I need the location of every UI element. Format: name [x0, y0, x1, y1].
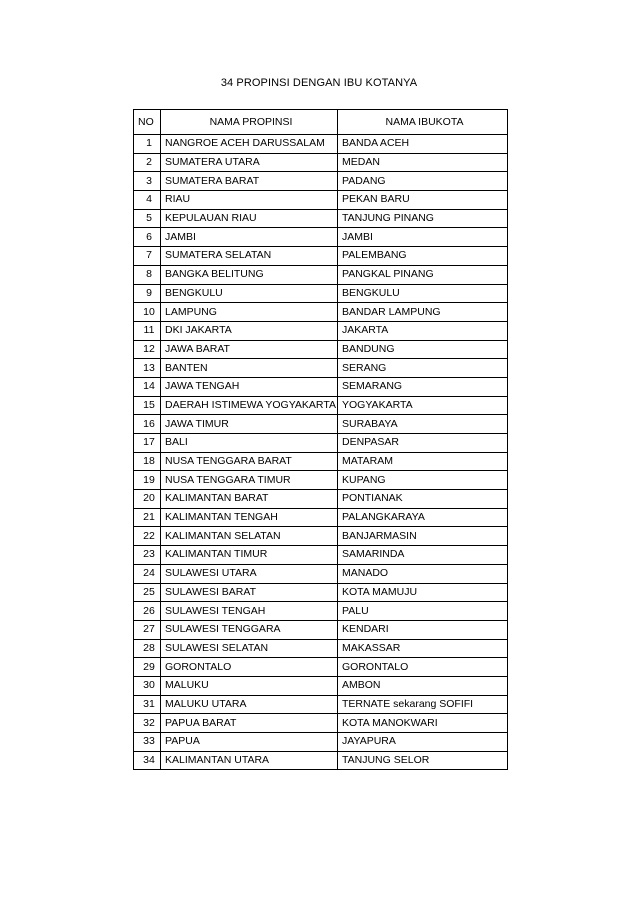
row-number: 23 [134, 546, 161, 565]
row-number: 32 [134, 714, 161, 733]
table-row [134, 714, 508, 733]
province-name: JAMBI [161, 228, 338, 247]
row-number: 9 [134, 284, 161, 303]
province-name: NANGROE ACEH DARUSSALAM [161, 135, 338, 154]
table-row [134, 583, 508, 602]
capital-name: PADANG [338, 172, 508, 191]
row-number: 17 [134, 434, 161, 453]
table-row [134, 658, 508, 677]
row-number: 16 [134, 415, 161, 434]
province-name: BALI [161, 434, 338, 453]
province-name: SULAWESI TENGGARA [161, 620, 338, 639]
row-number: 24 [134, 564, 161, 583]
table-row [134, 527, 508, 546]
capital-name: JAKARTA [338, 321, 508, 340]
table-row [134, 153, 508, 172]
table-row [134, 490, 508, 509]
table-row [134, 564, 508, 583]
province-name: BANTEN [161, 359, 338, 378]
province-name: JAWA TENGAH [161, 377, 338, 396]
province-table [133, 109, 508, 770]
row-number: 21 [134, 508, 161, 527]
province-name: SUMATERA UTARA [161, 153, 338, 172]
header-province: NAMA PROPINSI [161, 110, 338, 135]
capital-name: KUPANG [338, 471, 508, 490]
capital-name: GORONTALO [338, 658, 508, 677]
capital-name: YOGYAKARTA [338, 396, 508, 415]
row-number: 18 [134, 452, 161, 471]
table-body [134, 135, 508, 770]
province-name: DKI JAKARTA [161, 321, 338, 340]
table-row [134, 191, 508, 210]
capital-name: TANJUNG PINANG [338, 209, 508, 228]
header-capital: NAMA IBUKOTA [338, 110, 508, 135]
row-number: 30 [134, 676, 161, 695]
capital-name: BANDA ACEH [338, 135, 508, 154]
row-number: 13 [134, 359, 161, 378]
row-number: 8 [134, 265, 161, 284]
table-row [134, 172, 508, 191]
table-row [134, 377, 508, 396]
capital-name: SAMARINDA [338, 546, 508, 565]
table-row [134, 452, 508, 471]
row-number: 15 [134, 396, 161, 415]
province-name: KEPULAUAN RIAU [161, 209, 338, 228]
capital-name: SEMARANG [338, 377, 508, 396]
row-number: 20 [134, 490, 161, 509]
table-row [134, 751, 508, 770]
province-name: KALIMANTAN TENGAH [161, 508, 338, 527]
row-number: 7 [134, 247, 161, 266]
province-name: KALIMANTAN TIMUR [161, 546, 338, 565]
row-number: 4 [134, 191, 161, 210]
table-row [134, 135, 508, 154]
capital-name: KENDARI [338, 620, 508, 639]
table-row [134, 303, 508, 322]
table-row [134, 265, 508, 284]
capital-name: MATARAM [338, 452, 508, 471]
capital-name: DENPASAR [338, 434, 508, 453]
capital-name: SERANG [338, 359, 508, 378]
table-row [134, 639, 508, 658]
capital-name: BENGKULU [338, 284, 508, 303]
row-number: 34 [134, 751, 161, 770]
capital-name: PEKAN BARU [338, 191, 508, 210]
capital-name: TERNATE sekarang SOFIFI [338, 695, 508, 714]
province-name: SUMATERA BARAT [161, 172, 338, 191]
table-row [134, 228, 508, 247]
capital-name: AMBON [338, 676, 508, 695]
table-row [134, 359, 508, 378]
row-number: 19 [134, 471, 161, 490]
capital-name: KOTA MANOKWARI [338, 714, 508, 733]
capital-name: JAMBI [338, 228, 508, 247]
capital-name: PONTIANAK [338, 490, 508, 509]
row-number: 12 [134, 340, 161, 359]
province-name: KALIMANTAN BARAT [161, 490, 338, 509]
capital-name: KOTA MAMUJU [338, 583, 508, 602]
table-row [134, 284, 508, 303]
province-name: MALUKU UTARA [161, 695, 338, 714]
row-number: 27 [134, 620, 161, 639]
row-number: 28 [134, 639, 161, 658]
row-number: 22 [134, 527, 161, 546]
page-title: 34 PROPINSI DENGAN IBU KOTANYA [220, 77, 418, 89]
table-row [134, 733, 508, 752]
table-row [134, 434, 508, 453]
capital-name: TANJUNG SELOR [338, 751, 508, 770]
table-row [134, 508, 508, 527]
capital-name: MEDAN [338, 153, 508, 172]
table-header-row [134, 110, 508, 135]
table-row [134, 602, 508, 621]
capital-name: BANDAR LAMPUNG [338, 303, 508, 322]
province-name: GORONTALO [161, 658, 338, 677]
province-name: SULAWESI BARAT [161, 583, 338, 602]
province-name: JAWA BARAT [161, 340, 338, 359]
capital-name: BANDUNG [338, 340, 508, 359]
province-name: RIAU [161, 191, 338, 210]
province-name: KALIMANTAN UTARA [161, 751, 338, 770]
row-number: 10 [134, 303, 161, 322]
province-name: KALIMANTAN SELATAN [161, 527, 338, 546]
table-row [134, 676, 508, 695]
table-row [134, 546, 508, 565]
capital-name: PALU [338, 602, 508, 621]
row-number: 2 [134, 153, 161, 172]
row-number: 3 [134, 172, 161, 191]
row-number: 5 [134, 209, 161, 228]
province-name: NUSA TENGGARA BARAT [161, 452, 338, 471]
row-number: 33 [134, 733, 161, 752]
province-name: DAERAH ISTIMEWA YOGYAKARTA [161, 396, 338, 415]
table-row [134, 321, 508, 340]
capital-name: PANGKAL PINANG [338, 265, 508, 284]
province-name: PAPUA BARAT [161, 714, 338, 733]
province-name: PAPUA [161, 733, 338, 752]
province-name: SULAWESI TENGAH [161, 602, 338, 621]
row-number: 25 [134, 583, 161, 602]
province-name: MALUKU [161, 676, 338, 695]
capital-name: MANADO [338, 564, 508, 583]
capital-name: PALEMBANG [338, 247, 508, 266]
province-name: JAWA TIMUR [161, 415, 338, 434]
table-row [134, 247, 508, 266]
capital-name: BANJARMASIN [338, 527, 508, 546]
row-number: 11 [134, 321, 161, 340]
capital-name: PALANGKARAYA [338, 508, 508, 527]
province-name: BANGKA BELITUNG [161, 265, 338, 284]
row-number: 26 [134, 602, 161, 621]
row-number: 6 [134, 228, 161, 247]
province-name: LAMPUNG [161, 303, 338, 322]
table-row [134, 415, 508, 434]
row-number: 31 [134, 695, 161, 714]
table-row [134, 209, 508, 228]
province-name: BENGKULU [161, 284, 338, 303]
province-name: SULAWESI UTARA [161, 564, 338, 583]
table-row [134, 396, 508, 415]
capital-name: JAYAPURA [338, 733, 508, 752]
table-row [134, 340, 508, 359]
capital-name: MAKASSAR [338, 639, 508, 658]
table-row [134, 620, 508, 639]
capital-name: SURABAYA [338, 415, 508, 434]
province-name: NUSA TENGGARA TIMUR [161, 471, 338, 490]
row-number: 14 [134, 377, 161, 396]
table-row [134, 695, 508, 714]
table-row [134, 471, 508, 490]
header-no: NO [134, 110, 161, 135]
row-number: 1 [134, 135, 161, 154]
row-number: 29 [134, 658, 161, 677]
province-name: SULAWESI SELATAN [161, 639, 338, 658]
province-name: SUMATERA SELATAN [161, 247, 338, 266]
